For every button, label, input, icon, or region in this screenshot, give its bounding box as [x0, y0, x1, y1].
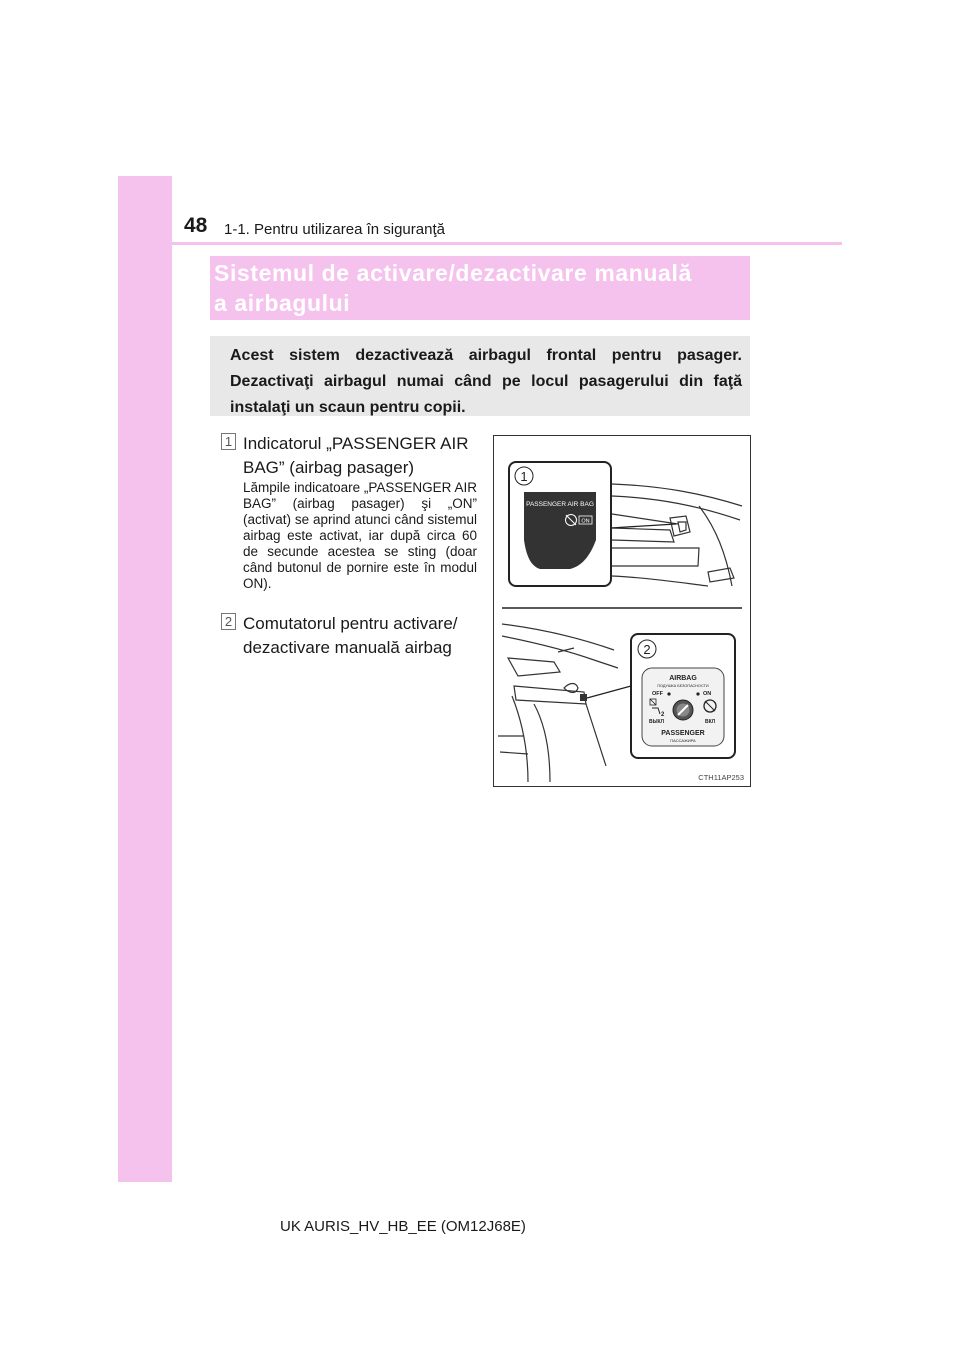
switch-top-ru-label: ПОДУШКА БЕЗОПАСНОСТИ	[657, 684, 709, 688]
callout-label-1: 1	[520, 469, 528, 484]
indicator-on-label: ON	[581, 518, 590, 525]
item-2-title-line-2: dezactivare manuală airbag	[243, 638, 452, 657]
item-1-description: Lămpile indicatoare „PASSENGER AIR BAG” (airbag pasager) şi „ON” (activat) se aprind atunci când sistemul airbag este activat, iar după circa 60 de secunde acestea se sting (doar când butonul de pornire este în modul ON).	[243, 480, 477, 591]
dashboard-lines	[612, 484, 742, 586]
leader-line-2	[587, 686, 631, 698]
switch-on-label: ON	[703, 691, 712, 697]
footer-model-code: UK AURIS_HV_HB_EE (OM12J68E)	[280, 1218, 526, 1235]
item-2-title	[243, 612, 458, 660]
header-divider	[172, 242, 842, 245]
item-1-title-line-2: BAG” (airbag pasager)	[243, 458, 415, 477]
switch-off-label: OFF	[652, 691, 663, 697]
switch-top-label: AIRBAG	[669, 675, 697, 682]
off-dot	[667, 692, 670, 695]
svg-text:2: 2	[661, 712, 665, 718]
figure-code: CTH11AP253	[698, 773, 744, 782]
switch-off-ru-label: ВЫКЛ	[649, 719, 665, 725]
item-marker-1: 1	[221, 433, 236, 450]
item-1-title	[243, 432, 469, 480]
page-number: 48	[184, 214, 208, 237]
page-title	[214, 258, 750, 318]
key-slot-icon	[673, 700, 693, 720]
item-1-title-line-1: Indicatorul „PASSENGER AIR	[243, 434, 469, 453]
section-title: 1-1. Pentru utilizarea în siguranţă	[224, 221, 445, 238]
switch-location	[580, 694, 587, 701]
intro-text: Acest sistem dezactivează airbagul frontal pentru pasager. Dezactivaţi airbagul numai când pe locul pasagerului din faţă instalaţi un scaun pentru copii.	[230, 347, 742, 416]
leader-line-1	[611, 524, 676, 528]
indicator-label: PASSENGER AIR BAG	[526, 501, 594, 508]
on-dot	[696, 692, 699, 695]
airbag-figure	[493, 435, 751, 787]
item-2-title-line-1: Comutatorul pentru activare/	[243, 614, 458, 633]
switch-bottom-ru-label: ПАССАЖИРА	[670, 738, 696, 743]
switch-on-ru-label: ВКЛ	[705, 719, 716, 725]
side-tab-bar	[118, 176, 172, 1182]
glovebox-lines	[498, 624, 618, 782]
title-line-2: a airbagului	[214, 290, 351, 316]
item-marker-2: 2	[221, 613, 236, 630]
title-line-1: Sistemul de activare/dezactivare manuală	[214, 260, 692, 286]
switch-bottom-label: PASSENGER	[661, 730, 705, 737]
callout-label-2: 2	[643, 642, 651, 657]
